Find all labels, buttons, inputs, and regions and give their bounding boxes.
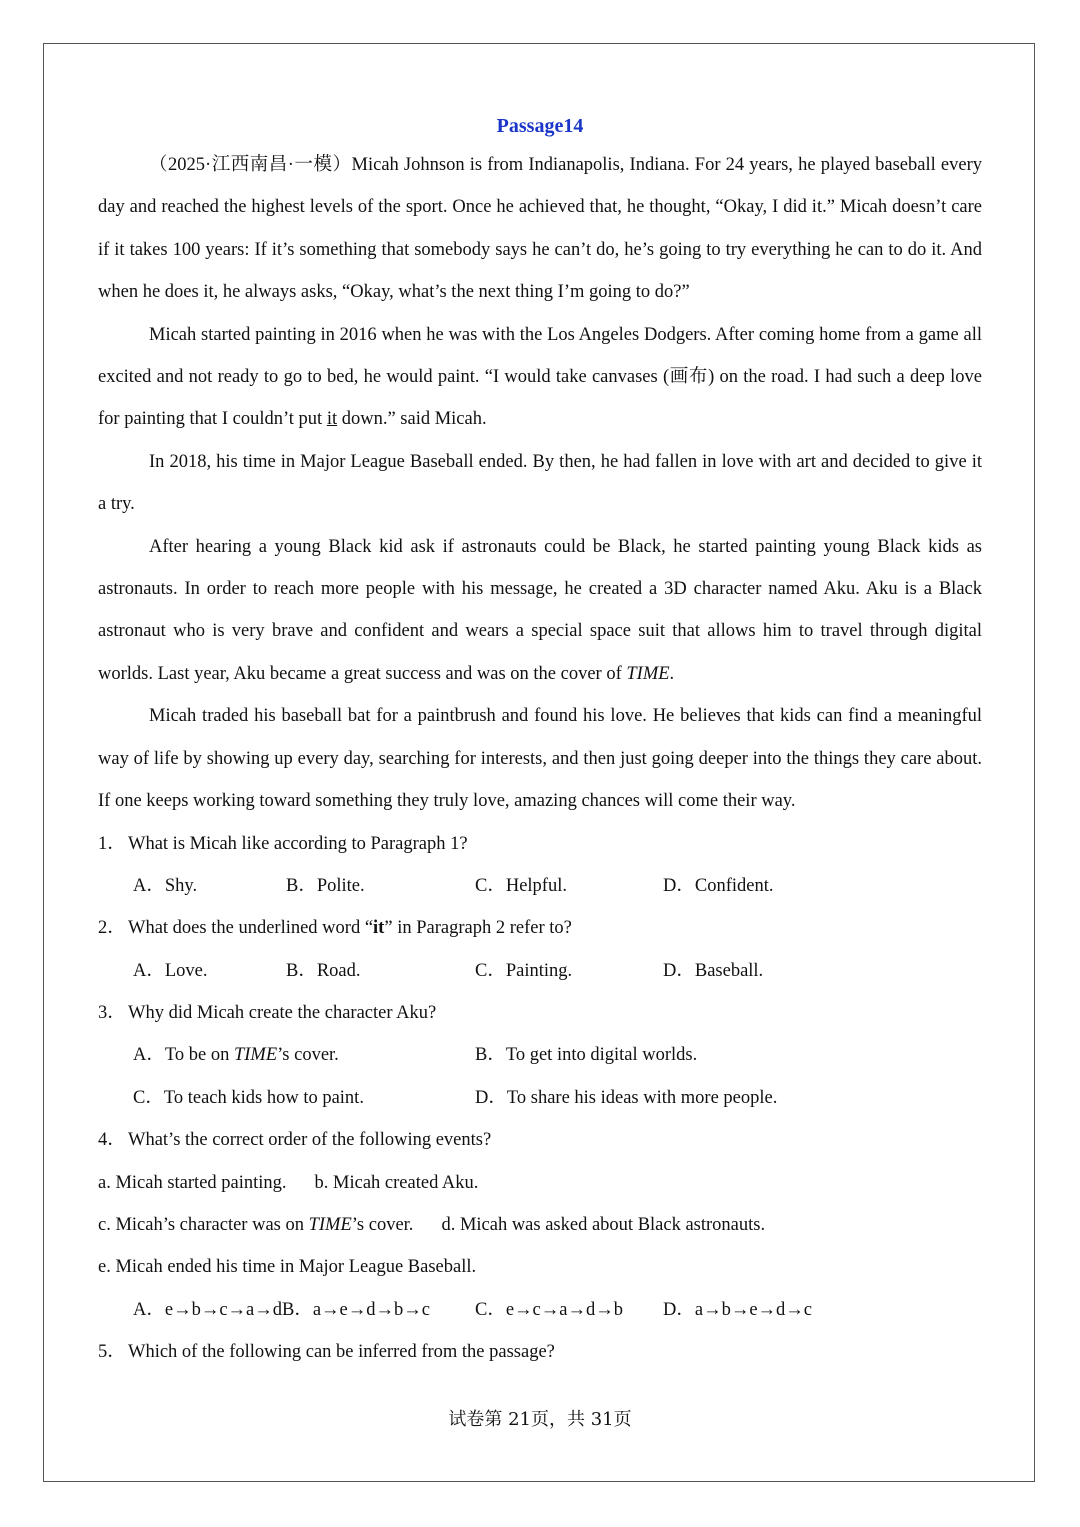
passage-content xyxy=(98,108,982,1374)
option-c[interactable]: C．e→c→a→d→b xyxy=(475,1299,623,1320)
question-text-end: ” in Paragraph 2 refer to? xyxy=(384,918,572,939)
option-c[interactable]: C．Painting. xyxy=(475,960,573,981)
option-b[interactable]: B．Road. xyxy=(286,960,361,981)
time-magazine-title: TIME xyxy=(626,663,670,684)
question-5 xyxy=(98,1331,982,1373)
events-e xyxy=(98,1246,982,1288)
option-a-text-end: ’s cover. xyxy=(277,1045,339,1066)
question-3-options-cd xyxy=(98,1077,982,1119)
paragraph-2 xyxy=(98,314,982,441)
event-d: d. Micah was asked about Black astronauts. xyxy=(441,1215,766,1236)
option-d[interactable]: D．Confident. xyxy=(663,875,774,896)
question-number: 2． xyxy=(98,918,126,939)
question-2 xyxy=(98,907,982,949)
option-c[interactable]: C．Helpful. xyxy=(475,875,567,896)
paragraph-4 xyxy=(98,526,982,696)
page-footer: 试卷第 21页，共 31页 xyxy=(448,1409,632,1430)
time-magazine-title: TIME xyxy=(308,1215,352,1236)
paragraph-1: （2025·江西南昌·一模）Micah Johnson is from Indianapolis, Indiana. For 24 years, he played baseball every day and reached the highest levels of the sport. Once he achieved that, he thought, “Okay, I did it.” Micah doesn’t care if it takes 100 years: If it’s something that somebody says he can’t do, he’s going to try everything he can to do it. And when he does it, he always asks, “Okay, what’s the next thing I’m going to do?” xyxy=(98,155,982,303)
question-2-options xyxy=(98,950,982,992)
option-a-text: A．To be on xyxy=(133,1045,234,1066)
question-text: What does the underlined word “ xyxy=(128,918,374,939)
option-a-b[interactable]: A．e→b→c→a→dB．a→e→d→b→c xyxy=(133,1299,430,1320)
time-magazine-title: TIME xyxy=(233,1045,278,1066)
option-c[interactable]: C．To teach kids how to paint. xyxy=(133,1087,364,1108)
option-d[interactable]: D．To share his ideas with more people. xyxy=(475,1087,778,1108)
underlined-word: it xyxy=(326,409,338,430)
question-number: 4． xyxy=(98,1130,126,1151)
question-number: 5． xyxy=(98,1342,126,1363)
paragraph-5: Micah traded his baseball bat for a paintbrush and found his love. He believes that kids can find a meaningful way of life by showing up every day, searching for interests, and then just going deeper into the things they care about. If one keeps working toward something they truly love, amazing chances will come their way. xyxy=(98,706,982,812)
event-c-text-end: ’s cover. xyxy=(351,1215,414,1236)
question-1-options xyxy=(98,865,982,907)
question-text: Why did Micah create the character Aku? xyxy=(128,1003,437,1024)
event-c-text: c. Micah’s character was on xyxy=(98,1215,309,1236)
passage-title: Passage14 xyxy=(496,115,584,137)
question-4-options xyxy=(98,1289,982,1331)
question-text: Which of the following can be inferred from the passage? xyxy=(128,1342,555,1363)
bold-word: it xyxy=(373,918,385,939)
option-a[interactable]: A．Love. xyxy=(133,960,208,981)
question-text: What’s the correct order of the following events? xyxy=(128,1130,492,1151)
events-cd xyxy=(98,1204,982,1246)
paragraph-4-text: After hearing a young Black kid ask if astronauts could be Black, he started painting young Black kids as astronauts. In order to reach more people with his message, he created a 3D character named Aku. Aku is a Black astronaut who is very brave and confident and wears a special space suit that allows him to travel through digital worlds. Last year, Aku became a great success and was on the cover of xyxy=(98,536,982,684)
event-a: a. Micah started painting. xyxy=(98,1172,287,1193)
event-b: b. Micah created Aku. xyxy=(314,1172,479,1193)
paragraph-3: In 2018, his time in Major League Baseball ended. By then, he had fallen in love with art and decided to give it a try. xyxy=(98,451,982,515)
paragraph-4-end: . xyxy=(669,663,675,684)
option-d[interactable]: D．a→b→e→d→c xyxy=(663,1299,812,1320)
question-3 xyxy=(98,992,982,1034)
question-4 xyxy=(98,1119,982,1161)
question-number: 3． xyxy=(98,1003,126,1024)
question-1 xyxy=(98,823,982,865)
option-b[interactable]: B．Polite. xyxy=(286,875,365,896)
paragraph-2-end: down.” said Micah. xyxy=(337,409,487,430)
event-e: e. Micah ended his time in Major League Baseball. xyxy=(98,1257,477,1278)
option-a[interactable] xyxy=(133,1034,339,1076)
paragraph-2-text: Micah started painting in 2016 when he was with the Los Angeles Dodgers. After coming home from a game all excited and not ready to go to bed, he would paint. “I would take canvases (画布) on the road. I had such a deep love for painting that I couldn’t put xyxy=(98,324,982,430)
question-number: 1． xyxy=(98,833,126,854)
events-ab xyxy=(98,1162,982,1204)
question-text: What is Micah like according to Paragraph 1? xyxy=(128,833,468,854)
question-3-options-ab xyxy=(98,1034,982,1076)
option-a[interactable]: A．Shy. xyxy=(133,875,198,896)
event-c xyxy=(98,1215,413,1235)
option-b[interactable]: B．To get into digital worlds. xyxy=(475,1045,698,1066)
option-d[interactable]: D．Baseball. xyxy=(663,960,764,981)
